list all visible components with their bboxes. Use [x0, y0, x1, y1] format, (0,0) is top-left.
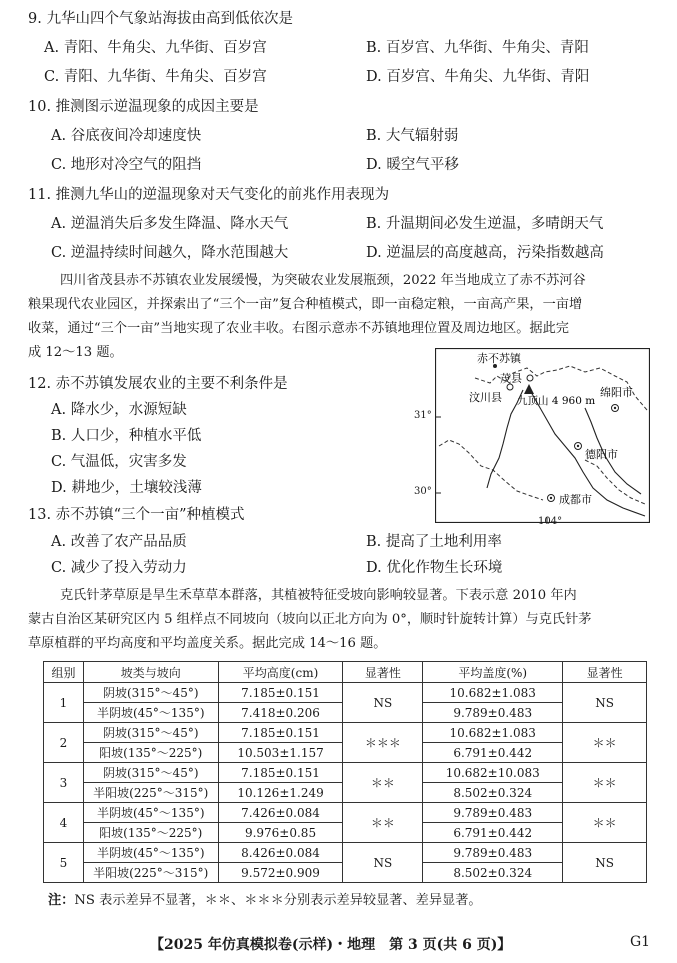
q12-option-d: D. 耕地少，土壤较浅薄	[51, 480, 202, 496]
label-chibusu: 赤不苏镇	[477, 352, 521, 365]
cell-group-id: 5	[44, 843, 84, 883]
cell-group-id: 4	[44, 803, 84, 843]
passage2-line: 蒙古自治区某研究区内 5 组样点不同坡向（坡向以正北方向为 0°，顺时针旋转计算）与克氏针茅	[28, 612, 592, 627]
chengdu-marker-dot	[550, 497, 552, 499]
q11-option-a: A. 逆温消失后多发生降温、降水天气	[51, 216, 289, 232]
slope-vegetation-table	[43, 661, 647, 883]
cell-coverage: 9.789±0.483	[423, 803, 563, 823]
cell-coverage: 6.791±0.442	[423, 823, 563, 843]
th-slope: 坡类与坡向	[83, 662, 218, 683]
q13-option-c: C. 减少了投入劳动力	[51, 560, 187, 576]
cell-coverage: 10.682±1.083	[423, 683, 563, 703]
cell-height: 7.185±0.151	[218, 723, 343, 743]
cell-sig-height: NS	[343, 843, 423, 883]
mianyang-marker-dot	[614, 407, 616, 409]
cell-coverage: 9.789±0.483	[423, 703, 563, 723]
passage-grassland	[28, 584, 591, 656]
q10-option-c: C. 地形对冷空气的阻挡	[51, 157, 202, 173]
table-row	[44, 843, 647, 863]
cell-coverage: 10.682±10.083	[423, 763, 563, 783]
cell-slope: 半阴坡(45°～135°)	[83, 703, 218, 723]
q9-option-d: D. 百岁宫、牛角尖、九华街、青阳	[366, 69, 590, 85]
label-chengdu: 成都市	[559, 493, 592, 506]
lon-104-label: 104°	[538, 516, 563, 527]
q11-option-d: D. 逆温层的高度越高，污染指数越高	[366, 245, 604, 261]
th-sig-coverage: 显著性	[563, 662, 647, 683]
map-frame	[436, 349, 650, 523]
paper-code: G1	[630, 934, 651, 950]
cell-slope: 半阴坡(45°～135°)	[83, 843, 218, 863]
page-footer: 【2025 年仿真模拟卷(示样)・地理 第 3 页(共 6 页)】	[150, 937, 512, 953]
cell-height: 7.185±0.151	[218, 763, 343, 783]
cell-sig-coverage: NS	[563, 843, 647, 883]
cell-coverage: 6.791±0.442	[423, 743, 563, 763]
cell-coverage: 8.502±0.324	[423, 863, 563, 883]
cell-slope: 阴坡(315°～45°)	[83, 683, 218, 703]
passage2-line: 草原植群的平均高度和平均盖度关系。据此完成 14～16 题。	[28, 636, 387, 651]
cell-group-id: 3	[44, 763, 84, 803]
q13-option-a: A. 改善了农产品品质	[51, 534, 187, 550]
th-sig-height: 显著性	[343, 662, 423, 683]
question-12-stem: 12. 赤不苏镇发展农业的主要不利条件是	[28, 376, 288, 392]
note-prefix: 注：	[48, 893, 75, 908]
th-coverage: 平均盖度(%)	[423, 662, 563, 683]
table-row	[44, 723, 647, 743]
cell-height: 7.418±0.206	[218, 703, 343, 723]
q10-option-b: B. 大气辐射弱	[366, 128, 459, 144]
q10-option-a: A. 谷底夜间冷却速度快	[51, 128, 202, 144]
cell-sig-coverage: ＊＊	[563, 763, 647, 803]
lat-30-label: 30°	[414, 486, 432, 497]
table-header-row	[44, 662, 647, 683]
cell-sig-coverage: NS	[563, 683, 647, 723]
label-maoxian: 茂县	[500, 372, 522, 385]
th-group: 组别	[44, 662, 84, 683]
cell-height: 10.503±1.157	[218, 743, 343, 763]
cell-slope: 阴坡(315°～45°)	[83, 723, 218, 743]
question-10-stem: 10. 推测图示逆温现象的成因主要是	[28, 99, 259, 115]
cell-height: 7.426±0.084	[218, 803, 343, 823]
cell-slope: 半阳坡(225°～315°)	[83, 863, 218, 883]
table-row	[44, 763, 647, 783]
passage1-line: 四川省茂县赤不苏镇农业发展缓慢，为突破农业发展瓶颈，2022 年当地成立了赤不苏河谷	[60, 273, 586, 288]
cell-sig-height: ＊＊＊	[343, 723, 423, 763]
cell-height: 10.126±1.249	[218, 783, 343, 803]
lat-31-label: 31°	[414, 410, 432, 421]
th-height: 平均高度(cm)	[218, 662, 343, 683]
table-row	[44, 683, 647, 703]
cell-slope: 阳坡(135°～225°)	[83, 823, 218, 843]
chibusu-location-map	[435, 348, 650, 523]
cell-sig-height: NS	[343, 683, 423, 723]
table-note	[48, 889, 482, 908]
q10-option-d: D. 暖空气平移	[366, 157, 459, 173]
cell-slope: 阴坡(315°～45°)	[83, 763, 218, 783]
label-wenchuan: 汶川县	[469, 391, 502, 404]
q11-option-b: B. 升温期间必发生逆温，多晴朗天气	[366, 216, 604, 232]
cell-height: 9.976±0.85	[218, 823, 343, 843]
cell-slope: 阳坡(135°～225°)	[83, 743, 218, 763]
cell-coverage: 10.682±1.083	[423, 723, 563, 743]
passage1-line: 成 12～13 题。	[28, 345, 123, 360]
q12-option-a: A. 降水少，水源短缺	[51, 402, 187, 418]
q13-option-d: D. 优化作物生长环境	[366, 560, 503, 576]
passage1-line: 收菜，通过“三个一亩”当地实现了农业丰收。右图示意赤不苏镇地理位置及周边地区。据此完	[28, 321, 569, 336]
q12-option-b: B. 人口少，种植水平低	[51, 428, 202, 444]
passage2-line: 克氏针茅草原是旱生禾草草本群落，其植被特征受坡向影响较显著。下表示意 2010 年内	[60, 588, 577, 603]
label-jiudingshan: 九顶山 4 960 m	[517, 395, 596, 407]
cell-sig-height: ＊＊	[343, 763, 423, 803]
label-mianyang: 绵阳市	[600, 386, 633, 399]
cell-group-id: 2	[44, 723, 84, 763]
passage1-line: 粮果现代农业园区，并探索出了“三个一亩”复合种植模式，即一亩稳定粮，一亩高产果，一亩增	[28, 297, 583, 312]
cell-group-id: 1	[44, 683, 84, 723]
cell-coverage: 8.502±0.324	[423, 783, 563, 803]
cell-coverage: 9.789±0.483	[423, 843, 563, 863]
note-text: NS 表示差异不显著，＊＊、＊＊＊分别表示差异较显著、差异显著。	[74, 893, 482, 908]
cell-slope: 半阳坡(225°～315°)	[83, 783, 218, 803]
question-11-stem: 11. 推测九华山的逆温现象对天气变化的前兆作用表现为	[28, 187, 390, 203]
q12-option-c: C. 气温低，灾害多发	[51, 454, 187, 470]
cell-height: 8.426±0.084	[218, 843, 343, 863]
table-row	[44, 803, 647, 823]
deyang-marker-dot	[577, 445, 579, 447]
q13-option-b: B. 提高了土地利用率	[366, 534, 502, 550]
question-9-stem: 9. 九华山四个气象站海拔由高到低依次是	[28, 11, 293, 27]
q9-option-a: A. 青阳、牛角尖、九华街、百岁宫	[44, 40, 267, 56]
cell-slope: 半阴坡(45°～135°)	[83, 803, 218, 823]
cell-height: 7.185±0.151	[218, 683, 343, 703]
q11-option-c: C. 逆温持续时间越久，降水范围越大	[51, 245, 289, 261]
q9-option-c: C. 青阳、九华街、牛角尖、百岁宫	[44, 69, 267, 85]
cell-sig-coverage: ＊＊	[563, 723, 647, 763]
question-13-stem: 13. 赤不苏镇“三个一亩”种植模式	[28, 507, 245, 523]
cell-sig-height: ＊＊	[343, 803, 423, 843]
cell-sig-coverage: ＊＊	[563, 803, 647, 843]
maoxian-marker	[527, 375, 533, 381]
q9-option-b: B. 百岁宫、九华街、牛角尖、青阳	[366, 40, 589, 56]
cell-height: 9.572±0.909	[218, 863, 343, 883]
label-deyang: 德阳市	[585, 448, 618, 461]
